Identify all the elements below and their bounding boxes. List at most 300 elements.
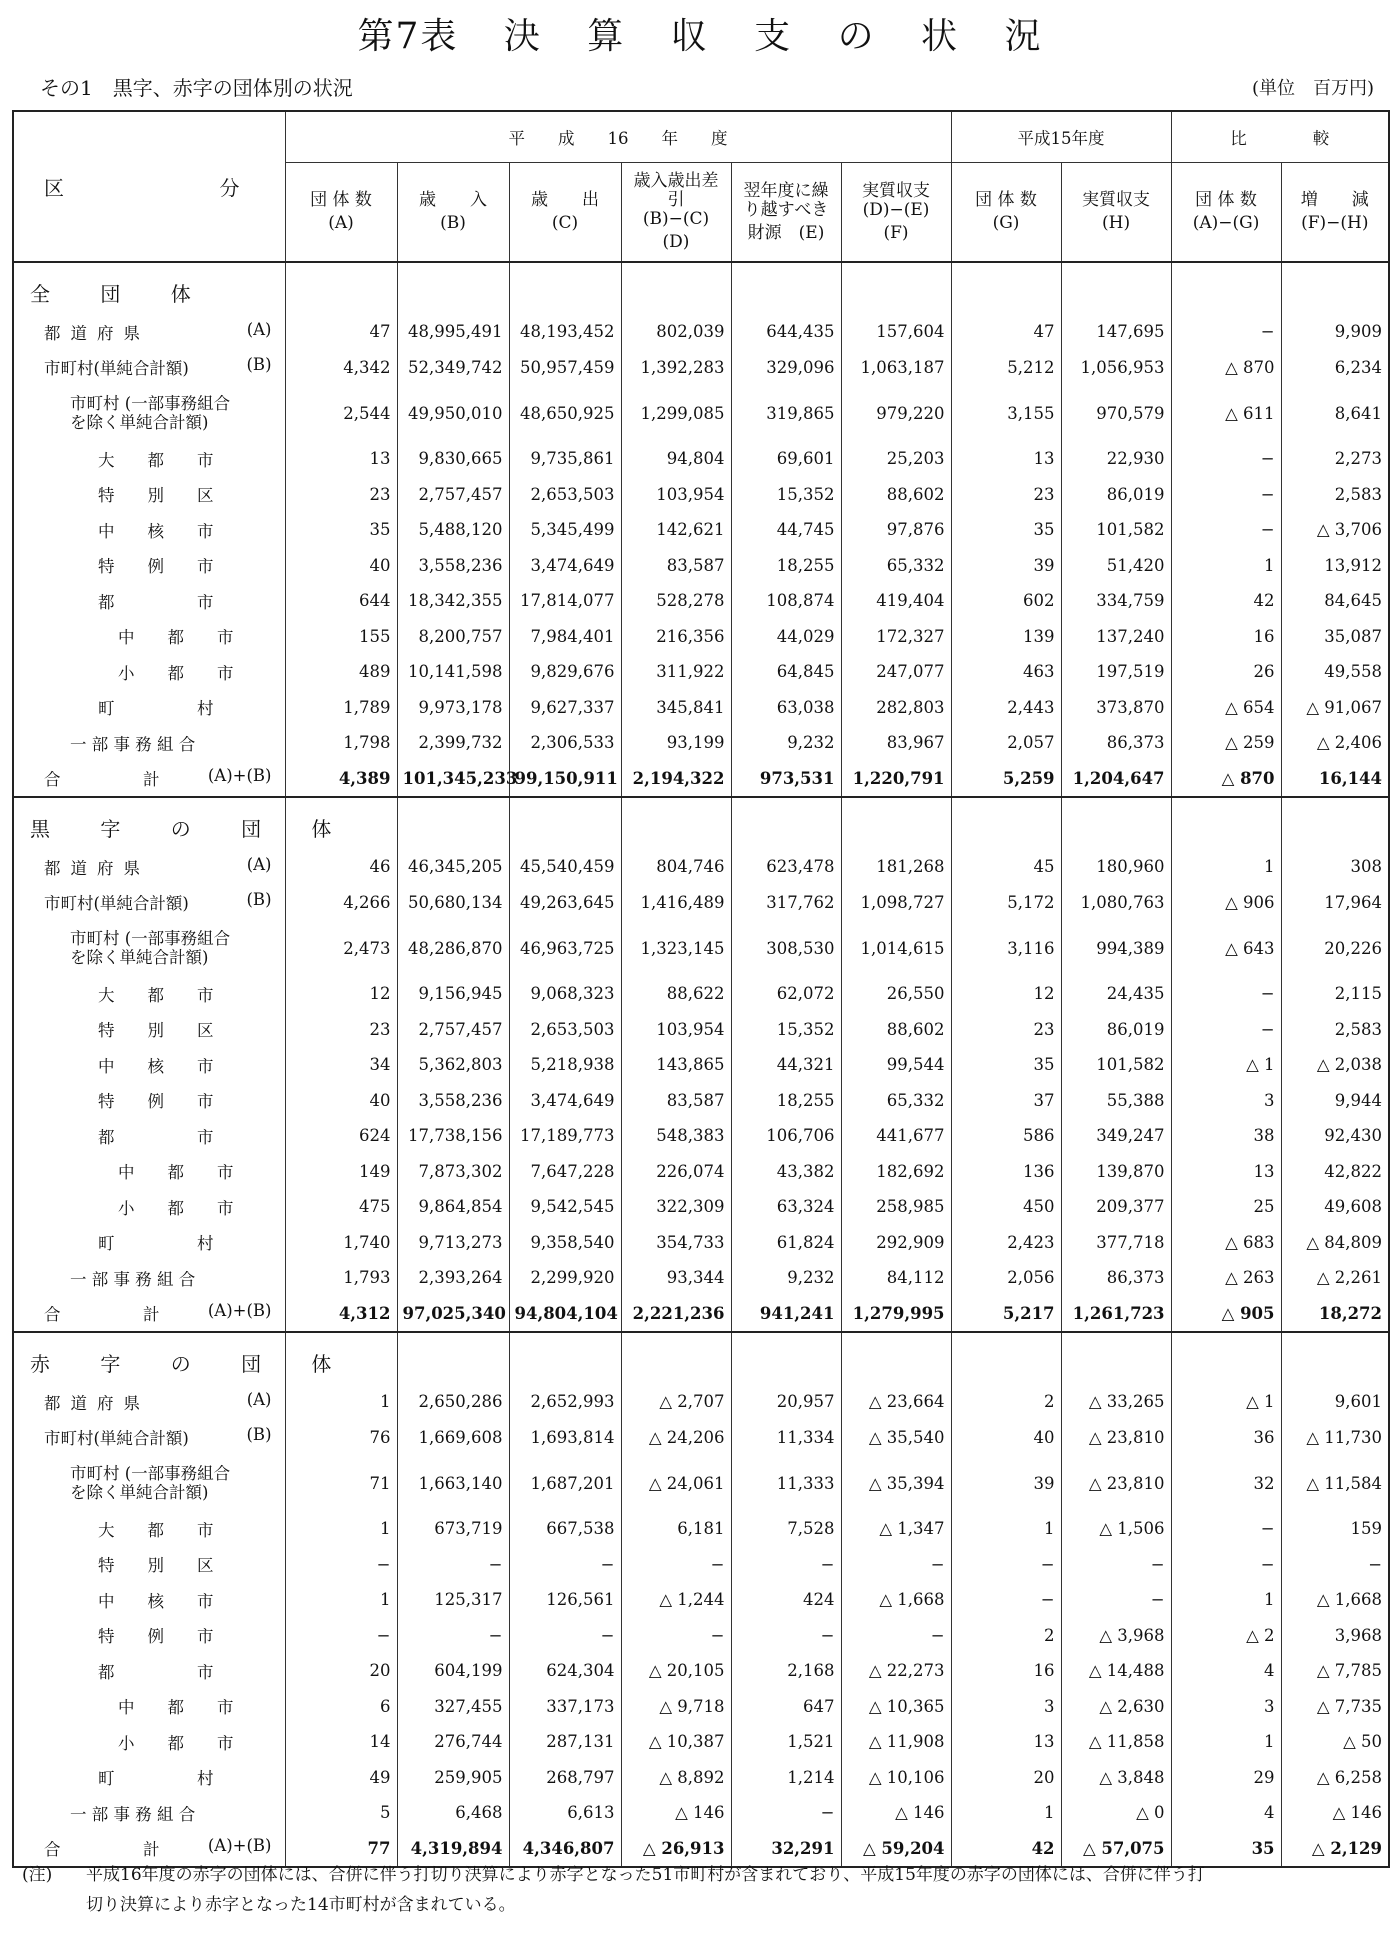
value-cell: 16	[1171, 619, 1281, 655]
value-cell: 88,602	[841, 477, 951, 513]
value-cell: 1,261,723	[1061, 1296, 1171, 1333]
value-cell: 1,279,995	[841, 1296, 951, 1333]
value-cell: △ 50	[1281, 1724, 1389, 1760]
column-header	[285, 163, 397, 263]
row-label-text: 市町村(単純合計額)	[44, 359, 189, 379]
value-cell: 182,692	[841, 1154, 951, 1190]
value-cell: 2,653,503	[509, 1012, 621, 1048]
value-cell: △ 11,858	[1061, 1724, 1171, 1760]
row-label-text: 合 計	[44, 1305, 160, 1325]
value-cell: 15,352	[731, 477, 841, 513]
row-label	[13, 1384, 285, 1420]
value-cell: △ 654	[1171, 690, 1281, 726]
value-cell: 970,579	[1061, 385, 1171, 441]
value-cell: 802,039	[621, 314, 731, 350]
value-cell: 1,063,187	[841, 350, 951, 386]
value-cell: △ 683	[1171, 1225, 1281, 1261]
row-label-text: 市町村(単純合計額)	[44, 894, 189, 914]
value-cell: 1	[951, 1795, 1061, 1831]
value-cell: 1,323,145	[621, 920, 731, 976]
value-cell: 38	[1171, 1118, 1281, 1154]
value-cell: 9,830,665	[397, 441, 509, 477]
value-cell: 9,713,273	[397, 1225, 509, 1261]
value-cell: 17,738,156	[397, 1118, 509, 1154]
table-row	[13, 1582, 1389, 1618]
value-cell: △ 3,848	[1061, 1760, 1171, 1796]
row-label	[13, 885, 285, 921]
value-cell: 9,944	[1281, 1083, 1389, 1119]
value-cell: 32	[1171, 1455, 1281, 1511]
value-cell: 86,373	[1061, 1260, 1171, 1296]
value-cell: 1,521	[731, 1724, 841, 1760]
row-label: 町 村	[98, 1769, 214, 1789]
column-header-line: (H)	[1101, 213, 1131, 233]
column-header-line: (F)	[883, 222, 909, 243]
row-label: 都 市	[98, 1662, 214, 1682]
value-cell: 1,687,201	[509, 1455, 621, 1511]
value-cell: 1	[285, 1511, 397, 1547]
value-cell: −	[1171, 1511, 1281, 1547]
column-header-line: (F)−(H)	[1301, 213, 1369, 233]
value-cell: 36	[1171, 1420, 1281, 1456]
footnote-text-cont: 切り決算により赤字となった14市町村が含まれている。	[86, 1895, 516, 1915]
value-cell: 125,317	[397, 1582, 509, 1618]
value-cell: 475	[285, 1189, 397, 1225]
header-kubun-right: 分	[219, 176, 240, 200]
value-cell: −	[841, 1547, 951, 1583]
column-header-line: 団 体 数	[310, 190, 372, 210]
table-row	[13, 314, 1389, 350]
value-cell: 6,613	[509, 1795, 621, 1831]
value-cell: 2,544	[285, 385, 397, 441]
footnote-text: 平成16年度の赤字の団体には、合併に伴う打切り決算により赤字となった51市町村が含まれており、平成15年度の赤字の団体には、合併に伴う打	[86, 1865, 1205, 1885]
value-cell: 71	[285, 1455, 397, 1511]
column-header-line: 歳 入	[419, 190, 487, 210]
empty-cell	[1171, 797, 1281, 849]
row-label: 中 核 市	[98, 1591, 214, 1611]
table-row	[13, 1012, 1389, 1048]
row-label-suffix: (A)+(B)	[207, 766, 272, 786]
value-cell: 1,663,140	[397, 1455, 509, 1511]
value-cell: 13	[285, 441, 397, 477]
row-label	[13, 1420, 285, 1456]
value-cell: 17,814,077	[509, 583, 621, 619]
column-header-line: (D)−(E)	[862, 199, 930, 220]
value-cell: 13,912	[1281, 548, 1389, 584]
value-cell: 126,561	[509, 1582, 621, 1618]
value-cell: 216,356	[621, 619, 731, 655]
value-cell: 48,995,491	[397, 314, 509, 350]
value-cell: 42	[1171, 583, 1281, 619]
value-cell: 9,358,540	[509, 1225, 621, 1261]
empty-cell	[841, 1332, 951, 1384]
value-cell: △ 11,730	[1281, 1420, 1389, 1456]
row-label: 都 市	[98, 1127, 214, 1147]
column-header	[951, 163, 1061, 263]
row-label-suffix: (B)	[246, 1425, 272, 1445]
value-cell: 4,319,894	[397, 1831, 509, 1868]
value-cell: 5,259	[951, 761, 1061, 798]
empty-cell	[621, 1332, 731, 1384]
table-row	[13, 885, 1389, 921]
value-cell: 9,864,854	[397, 1189, 509, 1225]
value-cell: 667,538	[509, 1511, 621, 1547]
row-label: 特 例 市	[98, 557, 214, 577]
table-row	[13, 512, 1389, 548]
value-cell: △ 146	[1281, 1795, 1389, 1831]
table-row	[13, 1225, 1389, 1261]
row-label-line: 市町村 (一部事務組合	[70, 394, 231, 413]
value-cell: △ 1,668	[1281, 1582, 1389, 1618]
value-cell: 44,745	[731, 512, 841, 548]
value-cell: 93,199	[621, 725, 731, 761]
value-cell: 3,558,236	[397, 1083, 509, 1119]
column-header	[621, 163, 731, 263]
value-cell: 42	[951, 1831, 1061, 1868]
empty-cell	[951, 1332, 1061, 1384]
empty-cell	[621, 797, 731, 849]
value-cell: 282,803	[841, 690, 951, 726]
value-cell: −	[1061, 1547, 1171, 1583]
value-cell: 88,602	[841, 1012, 951, 1048]
value-cell: 4,346,807	[509, 1831, 621, 1868]
value-cell: 3,474,649	[509, 548, 621, 584]
value-cell: △ 1	[1171, 1047, 1281, 1083]
column-header	[1281, 163, 1389, 263]
table-row	[13, 1653, 1389, 1689]
value-cell: 1,080,763	[1061, 885, 1171, 921]
value-cell: 1,214	[731, 1760, 841, 1796]
value-cell: △ 2,129	[1281, 1831, 1389, 1868]
value-cell: 1	[1171, 1582, 1281, 1618]
table-row	[13, 654, 1389, 690]
value-cell: △ 146	[841, 1795, 951, 1831]
row-label: 中 核 市	[98, 521, 214, 541]
table-row	[13, 1260, 1389, 1296]
value-cell: 329,096	[731, 350, 841, 386]
value-cell: −	[1281, 1547, 1389, 1583]
empty-cell	[1061, 1332, 1171, 1384]
value-cell: 268,797	[509, 1760, 621, 1796]
table-row	[13, 1154, 1389, 1190]
column-header-line: (B)	[440, 213, 466, 233]
table-row	[13, 385, 1389, 441]
value-cell: △ 2,261	[1281, 1260, 1389, 1296]
value-cell: △ 263	[1171, 1260, 1281, 1296]
value-cell: 35	[951, 1047, 1061, 1083]
value-cell: 84,645	[1281, 583, 1389, 619]
empty-cell	[397, 1332, 509, 1384]
value-cell: 48,286,870	[397, 920, 509, 976]
header-group-h16: 平 成 16 年 度	[285, 111, 951, 163]
value-cell: 40	[285, 548, 397, 584]
value-cell: △ 259	[1171, 725, 1281, 761]
column-header	[731, 163, 841, 263]
value-cell: 8,200,757	[397, 619, 509, 655]
value-cell: 377,718	[1061, 1225, 1171, 1261]
value-cell: 2,443	[951, 690, 1061, 726]
value-cell: 18,272	[1281, 1296, 1389, 1333]
value-cell: 55,388	[1061, 1083, 1171, 1119]
section-header-row	[13, 1332, 1389, 1384]
value-cell: 20,226	[1281, 920, 1389, 976]
value-cell: 258,985	[841, 1189, 951, 1225]
value-cell: 5,488,120	[397, 512, 509, 548]
value-cell: 63,038	[731, 690, 841, 726]
value-cell: 2,650,286	[397, 1384, 509, 1420]
value-cell: 2,299,920	[509, 1260, 621, 1296]
value-cell: 88,622	[621, 976, 731, 1012]
value-cell: 424	[731, 1582, 841, 1618]
value-cell: 1	[1171, 849, 1281, 885]
value-cell: 9,232	[731, 1260, 841, 1296]
value-cell: △ 35,540	[841, 1420, 951, 1456]
value-cell: 3	[951, 1689, 1061, 1725]
row-label-line: を除く単純合計額)	[70, 1483, 209, 1502]
section-title: 赤 字 の 団 体	[30, 1352, 354, 1376]
row-label	[13, 1455, 285, 1511]
table-row	[13, 849, 1389, 885]
column-header-line: 翌年度に繰	[743, 180, 829, 201]
value-cell: △ 2,406	[1281, 725, 1389, 761]
value-cell: 2,194,322	[621, 761, 731, 798]
row-label: 小 都 市	[118, 1733, 234, 1753]
value-cell: 9,909	[1281, 314, 1389, 350]
value-cell: 49,263,645	[509, 885, 621, 921]
value-cell: 25	[1171, 1189, 1281, 1225]
value-cell: 93,344	[621, 1260, 731, 1296]
table-row	[13, 1083, 1389, 1119]
table-row	[13, 350, 1389, 386]
value-cell: 99,544	[841, 1047, 951, 1083]
value-cell: 139,870	[1061, 1154, 1171, 1190]
value-cell: △ 14,488	[1061, 1653, 1171, 1689]
table-row	[13, 976, 1389, 1012]
value-cell: 83,587	[621, 548, 731, 584]
value-cell: 2,393,264	[397, 1260, 509, 1296]
value-cell: 142,621	[621, 512, 731, 548]
value-cell: 24,435	[1061, 976, 1171, 1012]
value-cell: 101,582	[1061, 512, 1171, 548]
value-cell: 9,542,545	[509, 1189, 621, 1225]
value-cell: 23	[285, 477, 397, 513]
row-label: 一 部 事 務 組 合	[70, 734, 196, 754]
value-cell: 3	[1171, 1083, 1281, 1119]
value-cell: 76	[285, 1420, 397, 1456]
value-cell: △ 11,584	[1281, 1455, 1389, 1511]
value-cell: △ 24,206	[621, 1420, 731, 1456]
value-cell: −	[1171, 1547, 1281, 1583]
empty-cell	[509, 797, 621, 849]
value-cell: 6,181	[621, 1511, 731, 1547]
value-cell: △ 870	[1171, 761, 1281, 798]
value-cell: 180,960	[1061, 849, 1171, 885]
section-title: 全 団 体	[30, 282, 213, 306]
empty-cell	[1171, 1332, 1281, 1384]
value-cell: 139	[951, 619, 1061, 655]
value-cell: 5,218,938	[509, 1047, 621, 1083]
table-row	[13, 1760, 1389, 1796]
value-cell: 39	[951, 548, 1061, 584]
empty-cell	[1281, 1332, 1389, 1384]
value-cell: 941,241	[731, 1296, 841, 1333]
value-cell: 586	[951, 1118, 1061, 1154]
value-cell: −	[509, 1547, 621, 1583]
value-cell: △ 9,718	[621, 1689, 731, 1725]
value-cell: 40	[951, 1420, 1061, 1456]
value-cell: 3,116	[951, 920, 1061, 976]
value-cell: 86,019	[1061, 1012, 1171, 1048]
row-label	[13, 350, 285, 386]
row-label: 中 都 市	[118, 1698, 234, 1718]
value-cell: 9,735,861	[509, 441, 621, 477]
value-cell: △ 57,075	[1061, 1831, 1171, 1868]
row-label-text: 合 計	[44, 770, 160, 790]
value-cell: 9,627,337	[509, 690, 621, 726]
value-cell: 50,680,134	[397, 885, 509, 921]
value-cell: −	[285, 1618, 397, 1654]
empty-cell	[397, 262, 509, 314]
value-cell: −	[397, 1547, 509, 1583]
value-cell: −	[397, 1618, 509, 1654]
value-cell: 3,968	[1281, 1618, 1389, 1654]
value-cell: 26,550	[841, 976, 951, 1012]
table-row	[13, 1795, 1389, 1831]
value-cell: 94,804	[621, 441, 731, 477]
value-cell: 9,601	[1281, 1384, 1389, 1420]
row-label: 特 別 区	[98, 1556, 214, 1576]
row-label-suffix: (A)+(B)	[207, 1836, 272, 1856]
value-cell: −	[731, 1618, 841, 1654]
value-cell: 51,420	[1061, 548, 1171, 584]
value-cell: 9,068,323	[509, 976, 621, 1012]
value-cell: 1,299,085	[621, 385, 731, 441]
value-cell: 6,234	[1281, 350, 1389, 386]
value-cell: 11,333	[731, 1455, 841, 1511]
empty-cell	[731, 1332, 841, 1384]
row-label-suffix: (A)+(B)	[207, 1301, 272, 1321]
value-cell: 48,650,925	[509, 385, 621, 441]
value-cell: 157,604	[841, 314, 951, 350]
row-label-line: 市町村 (一部事務組合	[70, 929, 231, 948]
table-row	[13, 1384, 1389, 1420]
value-cell: 1	[285, 1384, 397, 1420]
value-cell: −	[731, 1547, 841, 1583]
column-header	[1061, 163, 1171, 263]
row-label: 大 都 市	[98, 985, 214, 1005]
value-cell: 69,601	[731, 441, 841, 477]
value-cell: 2	[951, 1618, 1061, 1654]
row-label-line: を除く単純合計額)	[70, 948, 209, 967]
row-label-text: 市町村(単純合計額)	[44, 1429, 189, 1449]
value-cell: 994,389	[1061, 920, 1171, 976]
empty-cell	[509, 1332, 621, 1384]
value-cell: 327,455	[397, 1689, 509, 1725]
column-header-line: (A)	[328, 213, 354, 233]
value-cell: 317,762	[731, 885, 841, 921]
table-row	[13, 1420, 1389, 1456]
value-cell: 34	[285, 1047, 397, 1083]
row-label-suffix: (B)	[246, 890, 272, 910]
value-cell: 137,240	[1061, 619, 1171, 655]
table-row	[13, 619, 1389, 655]
value-cell: 13	[951, 441, 1061, 477]
value-cell: △ 905	[1171, 1296, 1281, 1333]
value-cell: 308,530	[731, 920, 841, 976]
column-header-line: 歳 出	[531, 190, 599, 210]
value-cell: 3,474,649	[509, 1083, 621, 1119]
value-cell: 5,212	[951, 350, 1061, 386]
row-label: 一 部 事 務 組 合	[70, 1804, 196, 1824]
table-header	[13, 111, 1389, 262]
value-cell: 624,304	[509, 1653, 621, 1689]
value-cell: 35	[285, 512, 397, 548]
table-row	[13, 477, 1389, 513]
value-cell: 1	[285, 1582, 397, 1618]
value-cell: 13	[1171, 1154, 1281, 1190]
value-cell: 29	[1171, 1760, 1281, 1796]
value-cell: 419,404	[841, 583, 951, 619]
footnote-tag: (注)	[22, 1865, 53, 1885]
table-row	[13, 1189, 1389, 1225]
value-cell: 12	[285, 976, 397, 1012]
value-cell: 319,865	[731, 385, 841, 441]
value-cell: 83,967	[841, 725, 951, 761]
value-cell: 1,669,608	[397, 1420, 509, 1456]
value-cell: △ 10,106	[841, 1760, 951, 1796]
value-cell: △ 23,810	[1061, 1455, 1171, 1511]
empty-cell	[397, 797, 509, 849]
value-cell: 2,583	[1281, 1012, 1389, 1048]
value-cell: 624	[285, 1118, 397, 1154]
value-cell: △ 2,038	[1281, 1047, 1389, 1083]
value-cell: 35,087	[1281, 619, 1389, 655]
row-label-text: 都道府県	[44, 1393, 150, 1413]
value-cell: 94,804,104	[509, 1296, 621, 1333]
value-cell: 197,519	[1061, 654, 1171, 690]
value-cell: 2,653,503	[509, 477, 621, 513]
column-header-line: (C)	[551, 213, 579, 233]
value-cell: 147,695	[1061, 314, 1171, 350]
row-label: 特 別 区	[98, 486, 214, 506]
column-header-line: 増 減	[1300, 190, 1369, 210]
value-cell: 50,957,459	[509, 350, 621, 386]
value-cell: 463	[951, 654, 1061, 690]
row-label-suffix: (A)	[246, 319, 272, 339]
value-cell: 528,278	[621, 583, 731, 619]
table-row	[13, 920, 1389, 976]
value-cell: 13	[951, 1724, 1061, 1760]
empty-cell	[951, 262, 1061, 314]
value-cell: 1,056,953	[1061, 350, 1171, 386]
row-label: 小 都 市	[118, 1198, 234, 1218]
row-label-text: 都道府県	[44, 858, 150, 878]
value-cell: 84,112	[841, 1260, 951, 1296]
column-header-line: り越すべき	[743, 199, 829, 220]
header-kubun	[13, 111, 285, 262]
row-label	[13, 385, 285, 441]
value-cell: 1,416,489	[621, 885, 731, 921]
value-cell: △ 1,347	[841, 1511, 951, 1547]
empty-cell	[285, 262, 397, 314]
value-cell: 143,865	[621, 1047, 731, 1083]
value-cell: △ 146	[621, 1795, 731, 1831]
row-label: 小 都 市	[118, 663, 234, 683]
value-cell: △ 870	[1171, 350, 1281, 386]
value-cell: 23	[951, 1012, 1061, 1048]
value-cell: 7,984,401	[509, 619, 621, 655]
value-cell: 92,430	[1281, 1118, 1389, 1154]
